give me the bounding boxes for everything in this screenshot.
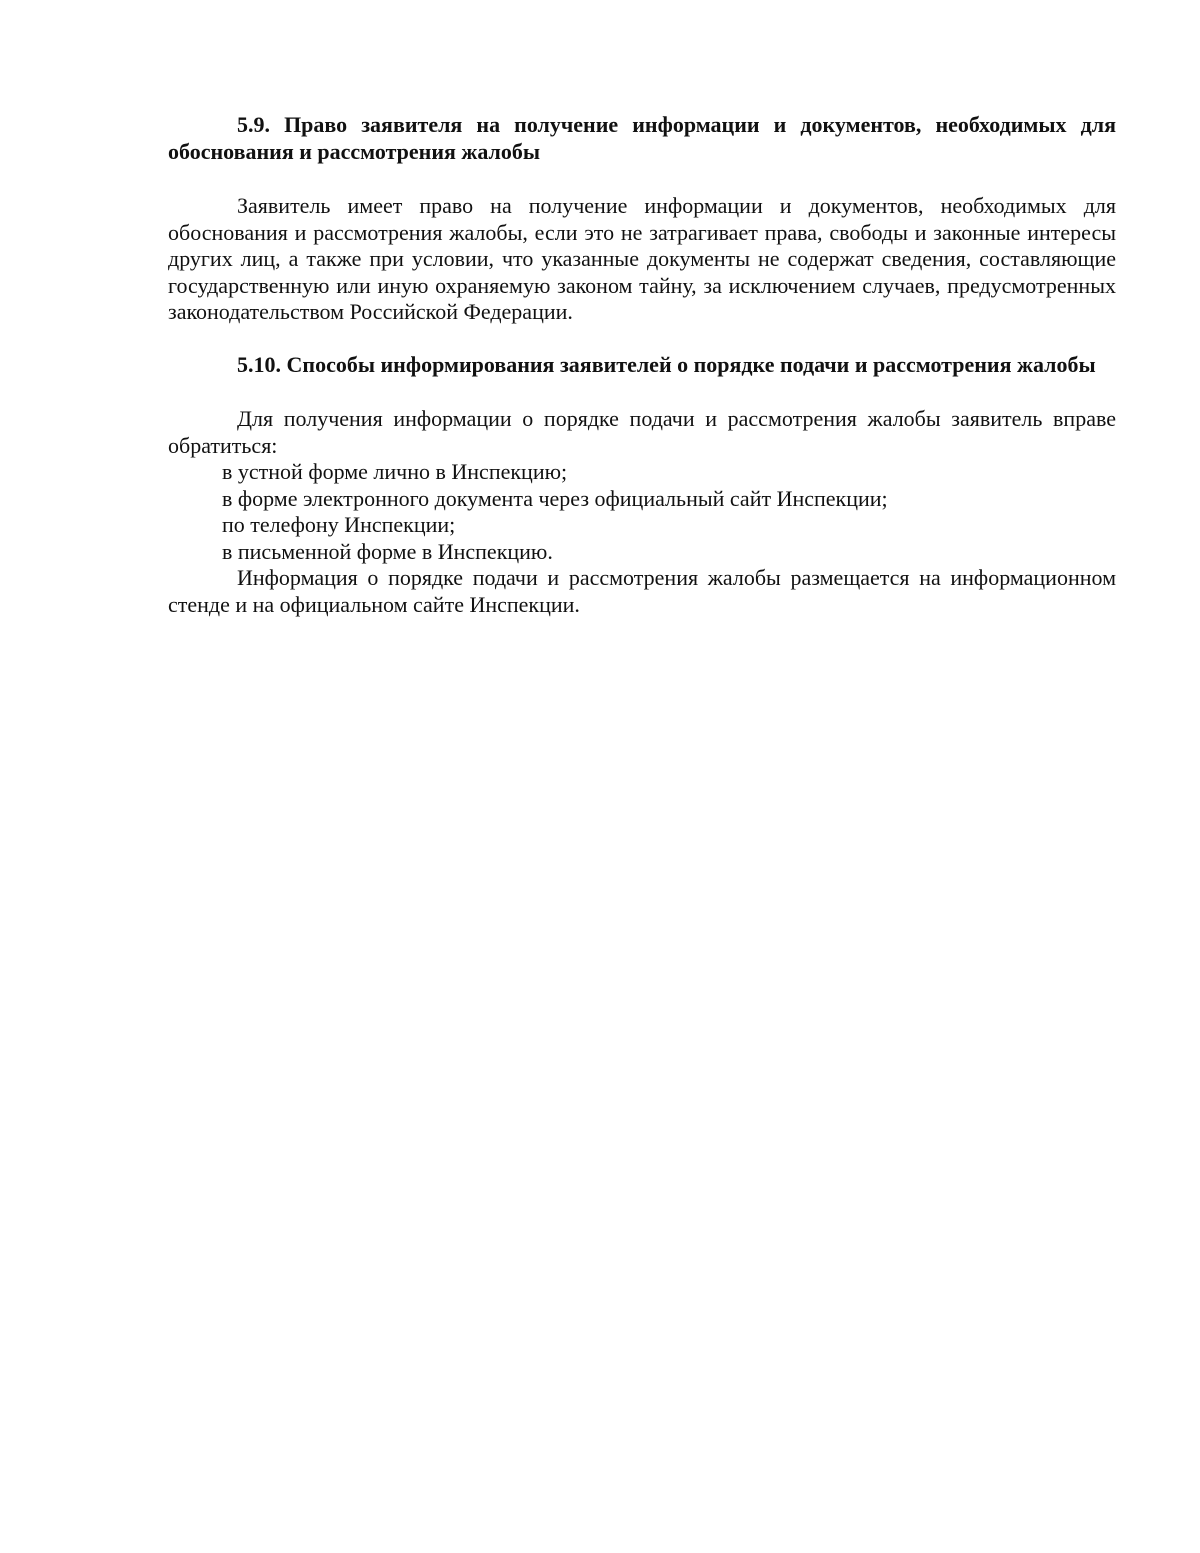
section-5-10-heading: 5.10. Способы информирования заявителей о порядке подачи и рассмотрения жалобы (237, 351, 1096, 377)
spacer (168, 326, 1116, 352)
spacer (168, 378, 1116, 406)
section-5-10-intro: Для получения информации о порядке подачи и рассмотрения жалобы заявитель вправе обратиться: (168, 406, 1116, 458)
list-item: в устной форме лично в Инспекцию; (222, 459, 568, 484)
section-5-10-closing: Информация о порядке подачи и рассмотрения жалобы размещается на информационном стенде и на официальном сайте Инспекции. (168, 565, 1116, 617)
list-item: в форме электронного документа через официальный сайт Инспекции; (222, 485, 888, 511)
list-item: в письменной форме в Инспекцию. (222, 538, 553, 564)
section-5-9-heading: 5.9. Право заявителя на получение информации и документов, необходимых для обоснования и рассмотрения жалобы (168, 112, 1116, 164)
spacer (168, 165, 1116, 193)
list-item: по телефону Инспекции; (222, 512, 456, 537)
document-body (168, 112, 1116, 618)
contact-methods-list (168, 459, 1116, 565)
section-5-9-paragraph: Заявитель имеет право на получение информации и документов, необходимых для обоснования и рассмотрения жалобы, если это не затрагивает права, свободы и законные интересы других лиц, а также при условии, что указанные документы не содержат сведения, составляющие государственную или иную охраняемую законом тайну, за исключением случаев, предусмотренных законодательством Российской Федерации. (168, 193, 1116, 324)
